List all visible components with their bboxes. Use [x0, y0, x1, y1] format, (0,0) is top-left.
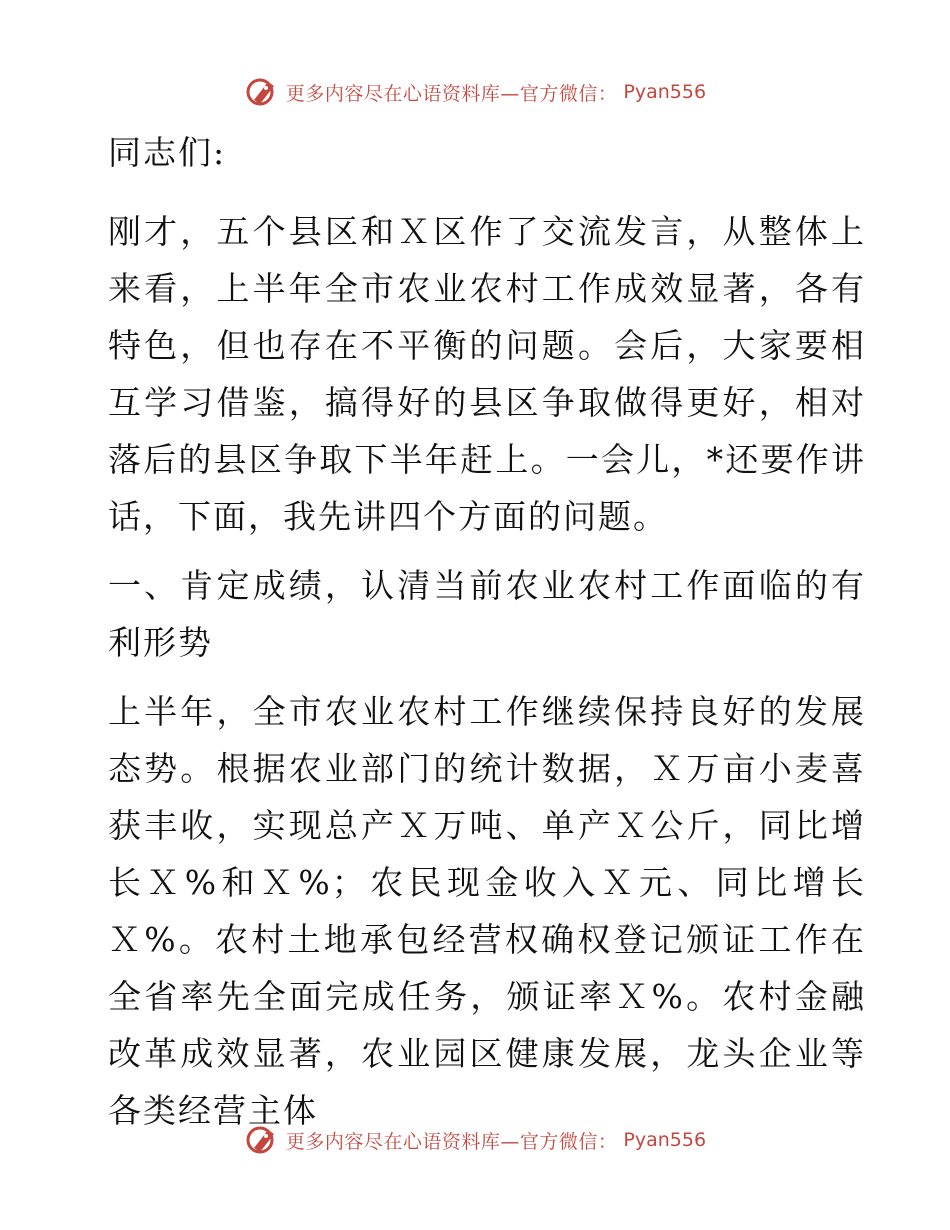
- header-site-text: 更多内容尽在心语资料库—官方微信：: [285, 82, 618, 105]
- greeting: 同志们:: [108, 133, 227, 172]
- section-heading-1: 一、肯定成绩，认清当前农业农村工作面临的有利形势: [108, 566, 866, 662]
- document-body: [96, 120, 866, 1151]
- footer-wechat-id: Pyan556: [623, 1129, 707, 1151]
- paragraph-1: 刚才，五个县区和Ｘ区作了交流发言，从整体上来看，上半年全市农业农村工作成效显著，各有特色，但也存在不平衡的问题。会后，大家要相互学习借鉴，搞得好的县区争取做得更好，相对落后的县区争取下半年赶上。一会儿，*还要作讲话，下面，我先讲四个方面的问题。: [108, 212, 866, 536]
- paragraph-2: 上半年，全市农业农村工作继续保持良好的发展态势。根据农业部门的统计数据，Ｘ万亩小麦喜获丰收，实现总产Ｘ万吨、单产Ｘ公斤，同比增长Ｘ%和Ｘ%；农民现金收入Ｘ元、同比增长Ｘ%。农村土地承包经营权确权登记颁证工作在全省率先全面完成任务，颁证率Ｘ%。农村金融改革成效显著，农业园区健康发展，龙头企业等各类经营主体: [108, 692, 866, 1130]
- fountain-pen-logo-icon: [244, 1122, 280, 1158]
- footer-banner: [0, 1120, 950, 1160]
- fountain-pen-logo-icon: [244, 74, 280, 110]
- footer-site-text: 更多内容尽在心语资料库—官方微信：: [285, 1130, 618, 1153]
- header-wechat-id: Pyan556: [623, 81, 707, 103]
- header-banner: [0, 72, 950, 112]
